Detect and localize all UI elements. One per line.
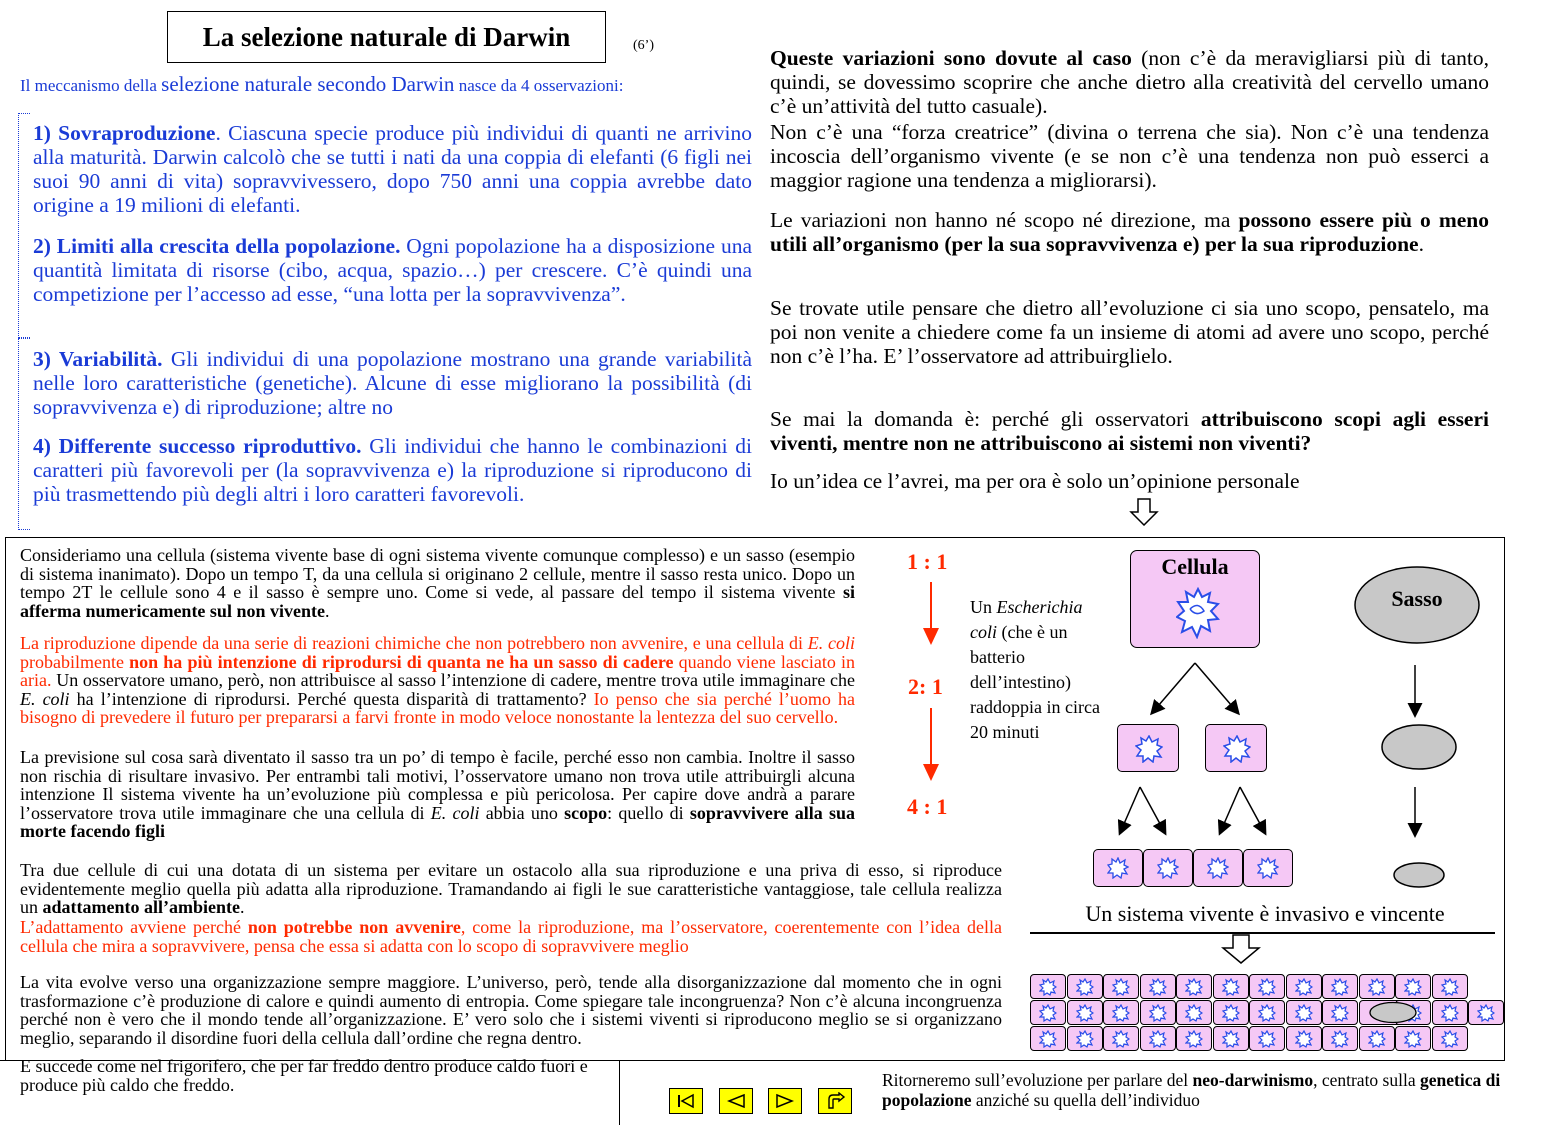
grid-cell [1249, 974, 1285, 999]
grid-cell [1359, 974, 1395, 999]
prev-icon [725, 1093, 747, 1109]
first-slide-button[interactable] [669, 1088, 703, 1114]
bacterium-icon [1222, 1004, 1240, 1022]
grid-cell [1468, 1000, 1504, 1025]
right-paragraph-6: Io un’idea ce l’avrei, ma per ora è solo un’opinione personale [770, 469, 1300, 493]
title-text: La selezione naturale di Darwin [202, 21, 571, 52]
grid-cell [1067, 1000, 1103, 1025]
next-icon [774, 1093, 796, 1109]
ratio-3: 4 : 1 [907, 794, 948, 819]
observation-4 [33, 434, 752, 506]
right-paragraph-2: Non c’è una “forza creatrice” (divina o terrena che sia). Non c’è una tendenza incoscia dell’organismo vivente (e se non c’è una tendenza non può esserci a maggior ragione una tendenza a migliorarsi). [770, 120, 1489, 192]
bacterium-icon [1257, 857, 1279, 879]
bacterium-icon [1258, 1030, 1276, 1048]
right-p5-bold: attribuiscono scopi agli esseri viventi, mentre non ne attribuiscono ai sistemi non viventi? [770, 407, 1489, 455]
ecoli-pre: Un [970, 597, 997, 617]
obs-3-head: 3) Variabilità. [33, 347, 163, 371]
grid-cell [1213, 974, 1249, 999]
bacterium-icon [1112, 1030, 1130, 1048]
bacterium-icon [1222, 978, 1240, 996]
ratio-2: 2: 1 [908, 674, 943, 699]
bacterium-icon [1107, 857, 1129, 879]
bacterium-icon [1368, 1030, 1386, 1048]
bacterium-icon [1076, 978, 1094, 996]
right-p3-text: Le variazioni non hanno né scopo né direzione, ma [770, 208, 1239, 232]
obs-1-text: . Ciascuna specie produce più individui di quanti ne arrivino alla maturità. Darwin calcolò che se tutti i nati da una coppia di elefanti (6 figli nei suoi 90 anni di vita) sopravvivessero, dopo 750 anni una coppia avrebbe dato origine a 19 milioni di elefanti. [33, 121, 752, 217]
b3-bold2: sopravvivere alla sua morte facendo figli [20, 802, 855, 841]
bacterium-icon [1076, 1030, 1094, 1048]
bottom-paragraph-5 [20, 918, 1002, 955]
bacterium-icon [1149, 1004, 1167, 1022]
return-icon [824, 1092, 846, 1110]
bottom-paragraph-1 [20, 546, 855, 620]
b4-end: . [239, 897, 245, 917]
grid-cell [1286, 974, 1322, 999]
obs-2-text: Ogni popolazione ha a disposizione una quantità limitata di risorse (cibo, acqua, spazio…) per crescere. C’è quindi una competizione per l’accesso ad esse, “una lotta per la sopravvivenza”. [33, 234, 752, 306]
red-down-arrow-icon [921, 708, 941, 782]
b2-bold: non ha più intenzione di riprodursi di quanta ne ha un sasso di cadere [129, 651, 674, 672]
right-p1-text: (non c’è da meravigliarsi più di tanto, quindi, se dovessimo scoprire che anche dietro alla creatività del cervello umano c’è un’attività del tutto casuale). [770, 46, 1489, 118]
b3-a: La previsione sul cosa sarà diventato il sasso tra un po’ di tempo è facile, perché esso non cambia. Inoltre il sasso non rischia di risultare invasivo. Per entrambi tali motivi, l’osservatore umano non trova utile attribuirgli alcuna intenzione Il sistema vivente ha un’evoluzione più complessa e più pericolosa. Per capire dove andrà a parare l’osservatore trova utile immaginare che una cellula di [20, 747, 855, 823]
bacterium-icon [1441, 978, 1459, 996]
stone-gen2 [1380, 723, 1458, 771]
bacterium-icon [1295, 1004, 1313, 1022]
stone-gen3 [1392, 860, 1446, 890]
bottom-paragraph-4 [20, 861, 1002, 917]
bacterium-icon [1207, 857, 1229, 879]
bacterium-icon [1039, 1030, 1057, 1048]
bacterium-icon [1331, 1004, 1349, 1022]
grid-cell [1176, 1000, 1212, 1025]
bacterium-icon [1331, 1030, 1349, 1048]
bacterium-icon [1185, 978, 1203, 996]
grid-cell [1395, 974, 1431, 999]
grid-cell [1103, 974, 1139, 999]
bacterium-icon [1157, 857, 1179, 879]
right-p3-bold: possono essere più o meno utili all’organismo (per la sua sopravvivenza e) per la sua riproduzione [770, 208, 1489, 256]
cell-gen2-b [1205, 724, 1267, 772]
prev-slide-button[interactable] [719, 1088, 753, 1114]
obs-4-text: Gli individui che hanno le combinazioni di caratteri più favorevoli per (la sopravvivenza e) la riproduzione si riproducono di più trasmettendo più degli altri i loro caratteri favorevoli. [33, 434, 752, 506]
first-icon [675, 1093, 697, 1109]
grid-cell [1140, 974, 1176, 999]
grid-cell [1140, 1026, 1176, 1051]
footer-c: anziché su quella dell’individuo [971, 1090, 1200, 1110]
b2-black-a: Un osservatore umano, però, non attribuisce al sasso l’intenzione di cadere, mentre trova utile immaginare che [51, 670, 855, 690]
bacterium-icon [1076, 1004, 1094, 1022]
bacterium-icon [1135, 735, 1163, 763]
right-p3-end: . [1418, 232, 1424, 256]
b2-ital: E. coli [807, 633, 855, 653]
grid-cell [1322, 1026, 1358, 1051]
bracket-left-bottom [18, 338, 30, 530]
obs-3-text: Gli individui di una popolazione mostrano una grande variabilità nelle loro caratteristiche (genetiche). Alcune di esse migliorano la possibilità (di sopravvivenza e) di riproduzione; altre no [33, 347, 752, 419]
grid-cell [1322, 1000, 1358, 1025]
red-down-arrow-icon [921, 582, 941, 646]
b4-a: Tra due cellule di cui una dotata di un sistema per evitare un ostacolo alla sua riproduzione e una priva di esso, si riproduce evidentemente meglio quella più adatta alla riproduzione. Tramandando ai figli le sue caratteristiche vantaggiose, tale cellula realizza un [20, 860, 1002, 917]
grid-cell [1395, 1026, 1431, 1051]
grid-stone [1368, 1000, 1418, 1025]
cell-label: Cellula [1161, 554, 1229, 579]
grid-cell [1249, 1026, 1285, 1051]
footer-a: Ritorneremo sull’evoluzione per parlare del [882, 1070, 1193, 1090]
cell-gen3 [1143, 849, 1193, 887]
grid-cell [1067, 974, 1103, 999]
bacterium-icon [1185, 1004, 1203, 1022]
grid-cell [1213, 1026, 1249, 1051]
grid-cell [1359, 1026, 1395, 1051]
bacterium-icon [1295, 978, 1313, 996]
b2-red-end: Io penso che sia perché l’uomo ha bisogno di prevedere il futuro per prepararsi a farvi fronte in modo veloce nonostante la lentezza del suo cervello. [20, 688, 855, 727]
observation-2 [33, 234, 752, 306]
footer-b: , centrato sulla [1313, 1070, 1420, 1090]
obs-4-head: 4) Differente successo riproduttivo. [33, 434, 362, 458]
hollow-down-arrow-icon [1129, 498, 1159, 526]
b3-ital: E. coli [430, 802, 480, 823]
grid-cell [1103, 1026, 1139, 1051]
caption-rule [1030, 932, 1495, 934]
bacterium-icon [1331, 978, 1349, 996]
cell-grid [1030, 974, 1495, 1052]
b1-text: Consideriamo una cellula (sistema vivente base di ogni sistema vivente comunque complesso) e un sasso (esempio di sistema inanimato). Dopo un tempo T, da una cellula si originano 2 cellule, mentre il sasso resta unico. Dopo un tempo 2T le cellule sono 4 e il sasso è sempre uno. Come si vede, al passare del tempo il sistema vivente [20, 545, 855, 602]
ratio-1: 1 : 1 [907, 549, 948, 574]
grid-cell [1432, 974, 1468, 999]
b4-bold: adattamento all’ambiente [42, 897, 240, 917]
obs-2-head: 2) Limiti alla crescita della popolazione. [33, 234, 401, 258]
cell-gen2-a [1117, 724, 1179, 772]
footer-note [882, 1070, 1502, 1110]
time-label: (6’) [633, 38, 654, 53]
b3-c: : quello di [607, 802, 690, 823]
observation-1 [33, 121, 752, 217]
cell-gen3-row [1093, 849, 1293, 887]
bottom-paragraph-6: La vita evolve verso una organizzazione sempre maggiore. L’universo, però, tende alla disorganizzazione dal momento che in ogni trasformazione c’è produzione di calore e quindi aumento di entropia. Come spiegare tale incongruenza? Non c’è alcuna incongruenza perché non è vero che il mondo tende all’organizzazione. E’ vero solo che i sistemi viventi si riproducono meglio se si organizzano meglio, separando il disordine fuori della cellula dall’ordine che regna dentro. [20, 972, 1002, 1048]
grid-cell [1432, 1026, 1468, 1051]
bacterium-icon [1441, 1030, 1459, 1048]
grid-cell [1213, 1000, 1249, 1025]
b3-bold1: scopo [564, 802, 608, 823]
grid-cell [1103, 1000, 1139, 1025]
bacterium-icon [1039, 1004, 1057, 1022]
b2-black-ital: E. coli [20, 688, 70, 709]
b5-bold: non potrebbe non avvenire [247, 917, 461, 937]
right-paragraph-4: Se trovate utile pensare che dietro all’evoluzione ci sia uno scopo, pensatelo, ma poi non venite a chiedere come fa un insieme di atomi ad avere uno scopo, perché non c’è l’ha. E’ l’osservatore ad attribuirglielo. [770, 296, 1489, 368]
bracket-left-top [18, 113, 30, 338]
bottom-paragraph-2 [20, 634, 855, 727]
right-paragraph-5 [770, 407, 1489, 455]
grid-cell [1030, 974, 1066, 999]
bacterium-icon [1185, 1030, 1203, 1048]
bottom-paragraph-7: E succede come nel frigorifero, che per far freddo dentro produce caldo fuori e produce più caldo che freddo. [20, 1056, 588, 1095]
bottom-paragraph-3 [20, 748, 855, 841]
right-p1-bold: Queste variazioni sono dovute al caso [770, 46, 1132, 70]
b1-end: . [324, 600, 330, 621]
obs-1-head: 1) Sovraproduzione [33, 121, 216, 145]
bacterium-icon [1295, 1030, 1313, 1048]
grid-cell [1286, 1000, 1322, 1025]
ecoli-post: (che è un batterio dell’intestino) raddoppia in circa 20 minuti [970, 622, 1100, 742]
bacterium-icon [1477, 1004, 1495, 1022]
bacterium-icon [1112, 1004, 1130, 1022]
b2-b: probabilmente [20, 651, 130, 672]
stone-label: Sasso [1391, 586, 1443, 611]
intro-line [20, 72, 760, 97]
cell-box [1130, 550, 1260, 648]
intro-pre: Il meccanismo della [20, 76, 162, 95]
grid-cell [1176, 974, 1212, 999]
bacterium-icon [1368, 978, 1386, 996]
grid-cell [1249, 1000, 1285, 1025]
bacterium-icon [1404, 1030, 1422, 1048]
bacterium-icon [1176, 587, 1220, 639]
grid-cell [1176, 1026, 1212, 1051]
b2-black-b: ha l’intenzione di riprodursi. Perché questa disparità di trattamento? [69, 688, 587, 709]
intro-emph: selezione naturale secondo Darwin [161, 72, 455, 96]
next-slide-button[interactable] [768, 1088, 802, 1114]
b2-c: quando viene lasciato in aria. [20, 651, 856, 690]
bacterium-icon [1223, 735, 1251, 763]
grid-cell [1030, 1000, 1066, 1025]
bacterium-icon [1112, 978, 1130, 996]
b1-bold: si afferma numericamente sul non vivente [20, 582, 855, 621]
bacterium-icon [1222, 1030, 1240, 1048]
footer-bold-a: neo-darwinismo [1192, 1070, 1314, 1090]
bacterium-icon [1441, 1004, 1459, 1022]
bacterium-icon [1039, 978, 1057, 996]
b3-b: abbia uno [479, 802, 565, 823]
b5-a: L’adattamento avviene perché [20, 917, 248, 937]
grid-cell [1140, 1000, 1176, 1025]
diagram-caption: Un sistema vivente è invasivo e vincente [1085, 901, 1445, 926]
grid-cell [1322, 974, 1358, 999]
grid-cell [1030, 1026, 1066, 1051]
intro-post: nasce da 4 osservazioni: [454, 76, 624, 95]
footer-bold-b: genetica di popolazione [882, 1070, 1501, 1110]
page-title [167, 11, 606, 63]
right-paragraph-3 [770, 208, 1489, 256]
return-button[interactable] [818, 1088, 852, 1114]
observation-3 [33, 347, 752, 419]
right-p5-text: Se mai la domanda è: perché gli osservatori [770, 407, 1201, 431]
bacterium-icon [1149, 978, 1167, 996]
cell-gen3 [1193, 849, 1243, 887]
ecoli-note [970, 595, 1105, 745]
b2-a: La riproduzione dipende da una serie di reazioni chimiche che non potrebbero non avvenire, e una cellula di [20, 633, 808, 653]
bacterium-icon [1258, 1004, 1276, 1022]
grid-cell [1067, 1026, 1103, 1051]
grid-cell [1286, 1026, 1322, 1051]
ecoli-ital: Escherichia coli [970, 597, 1083, 642]
bacterium-icon [1404, 978, 1422, 996]
cell-gen3 [1243, 849, 1293, 887]
bacterium-icon [1149, 1030, 1167, 1048]
right-paragraph-1 [770, 46, 1489, 118]
b5-b: , come la riproduzione, ma l’osservatore, coerentemente con l’idea della cellula che mira a sopravvivere, pensa che essa si adatta con lo scopo di sopravvivere meglio [20, 917, 1002, 956]
grid-cell [1432, 1000, 1468, 1025]
hollow-down-arrow-icon [1221, 934, 1261, 964]
bacterium-icon [1258, 978, 1276, 996]
cell-gen3 [1093, 849, 1143, 887]
